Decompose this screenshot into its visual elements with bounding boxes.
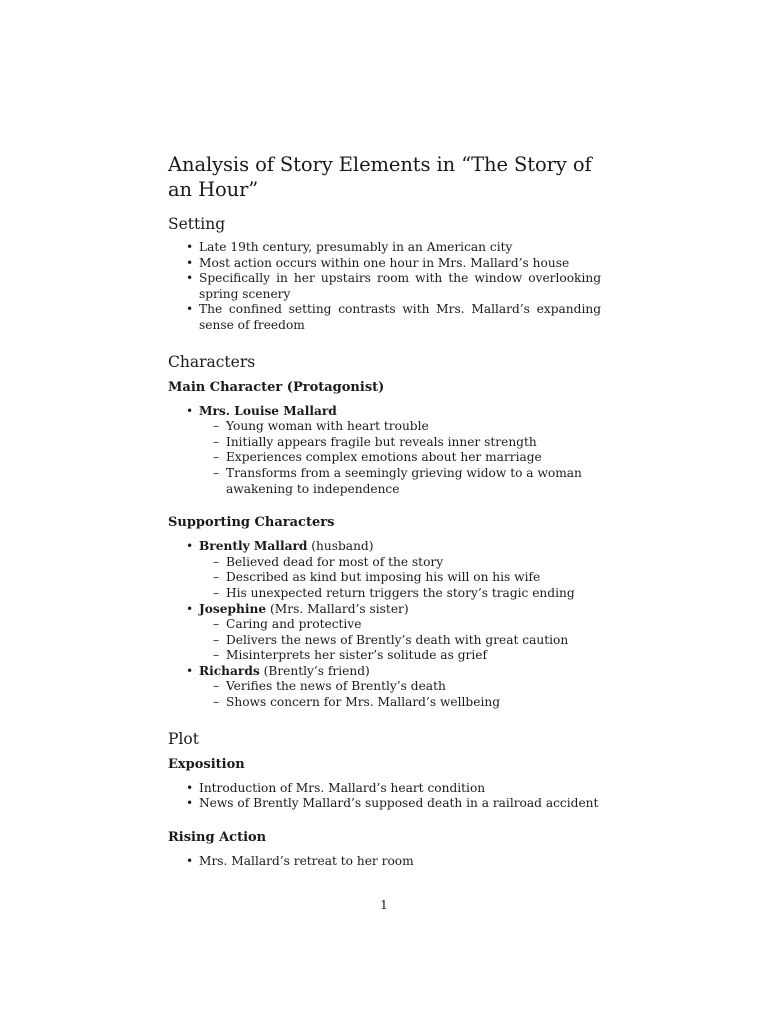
- main-character-heading: Main Character (Protagonist): [168, 379, 385, 395]
- character-details: [199, 419, 601, 497]
- document-title: Analysis of Story Elements in “The Story of an Hour”: [168, 153, 592, 201]
- character-role: (husband): [307, 539, 374, 554]
- list-item: – Caring and protective: [199, 617, 601, 633]
- character-details: [199, 555, 601, 602]
- list-item: – Verifies the news of Brently’s death: [199, 679, 601, 695]
- characters-heading: Characters: [168, 352, 256, 371]
- plot-heading: Plot: [168, 729, 199, 748]
- character-details: [199, 617, 601, 664]
- character-name: Brently Mallard: [199, 539, 308, 554]
- character-name: Mrs. Louise Mallard: [199, 403, 337, 418]
- list-item: • Most action occurs within one hour in Mrs. Mallard’s house: [168, 256, 601, 272]
- list-item: – Shows concern for Mrs. Mallard’s wellbeing: [199, 695, 601, 711]
- list-item: [168, 664, 601, 711]
- character-role: (Mrs. Mallard’s sister): [266, 601, 409, 616]
- list-item: • Introduction of Mrs. Mallard’s heart condition: [168, 781, 601, 797]
- list-item: – Described as kind but imposing his will on his wife: [199, 570, 601, 586]
- rising-action-list: [168, 854, 601, 870]
- list-item: – Misinterprets her sister’s solitude as grief: [199, 648, 601, 664]
- list-item: – Young woman with heart trouble: [199, 419, 601, 435]
- main-character-list: [168, 404, 601, 498]
- list-item: • Specifically in her upstairs room with the window overlooking spring scenery: [168, 271, 601, 302]
- exposition-heading: Exposition: [168, 756, 245, 772]
- list-item: [168, 539, 601, 601]
- page-number: 1: [380, 898, 388, 912]
- character-role: (Brently’s friend): [259, 663, 370, 678]
- list-item: – Transforms from a seemingly grieving widow to a woman awakening to independence: [199, 466, 601, 497]
- list-item: • Mrs. Mallard’s retreat to her room: [168, 854, 601, 870]
- list-item: – His unexpected return triggers the story’s tragic ending: [199, 586, 601, 602]
- list-item: [168, 602, 601, 664]
- list-item: • Late 19th century, presumably in an American city: [168, 240, 601, 256]
- list-item: [168, 404, 601, 498]
- supporting-characters-list: [168, 539, 601, 711]
- list-item: • The confined setting contrasts with Mrs. Mallard’s expanding sense of freedom: [168, 302, 601, 333]
- setting-heading: Setting: [168, 215, 226, 233]
- list-item: – Experiences complex emotions about her marriage: [199, 450, 601, 466]
- rising-action-heading: Rising Action: [168, 829, 267, 845]
- setting-list: [168, 240, 601, 334]
- character-name: Josephine: [199, 601, 267, 616]
- document-page: [168, 152, 601, 869]
- character-name: Richards: [199, 663, 260, 678]
- list-item: – Delivers the news of Brently’s death with great caution: [199, 633, 601, 649]
- list-item: – Believed dead for most of the story: [199, 555, 601, 571]
- supporting-characters-heading: Supporting Characters: [168, 515, 335, 531]
- exposition-list: [168, 781, 601, 812]
- character-details: [199, 679, 601, 710]
- list-item: • News of Brently Mallard’s supposed death in a railroad accident: [168, 796, 601, 812]
- list-item: – Initially appears fragile but reveals inner strength: [199, 435, 601, 451]
